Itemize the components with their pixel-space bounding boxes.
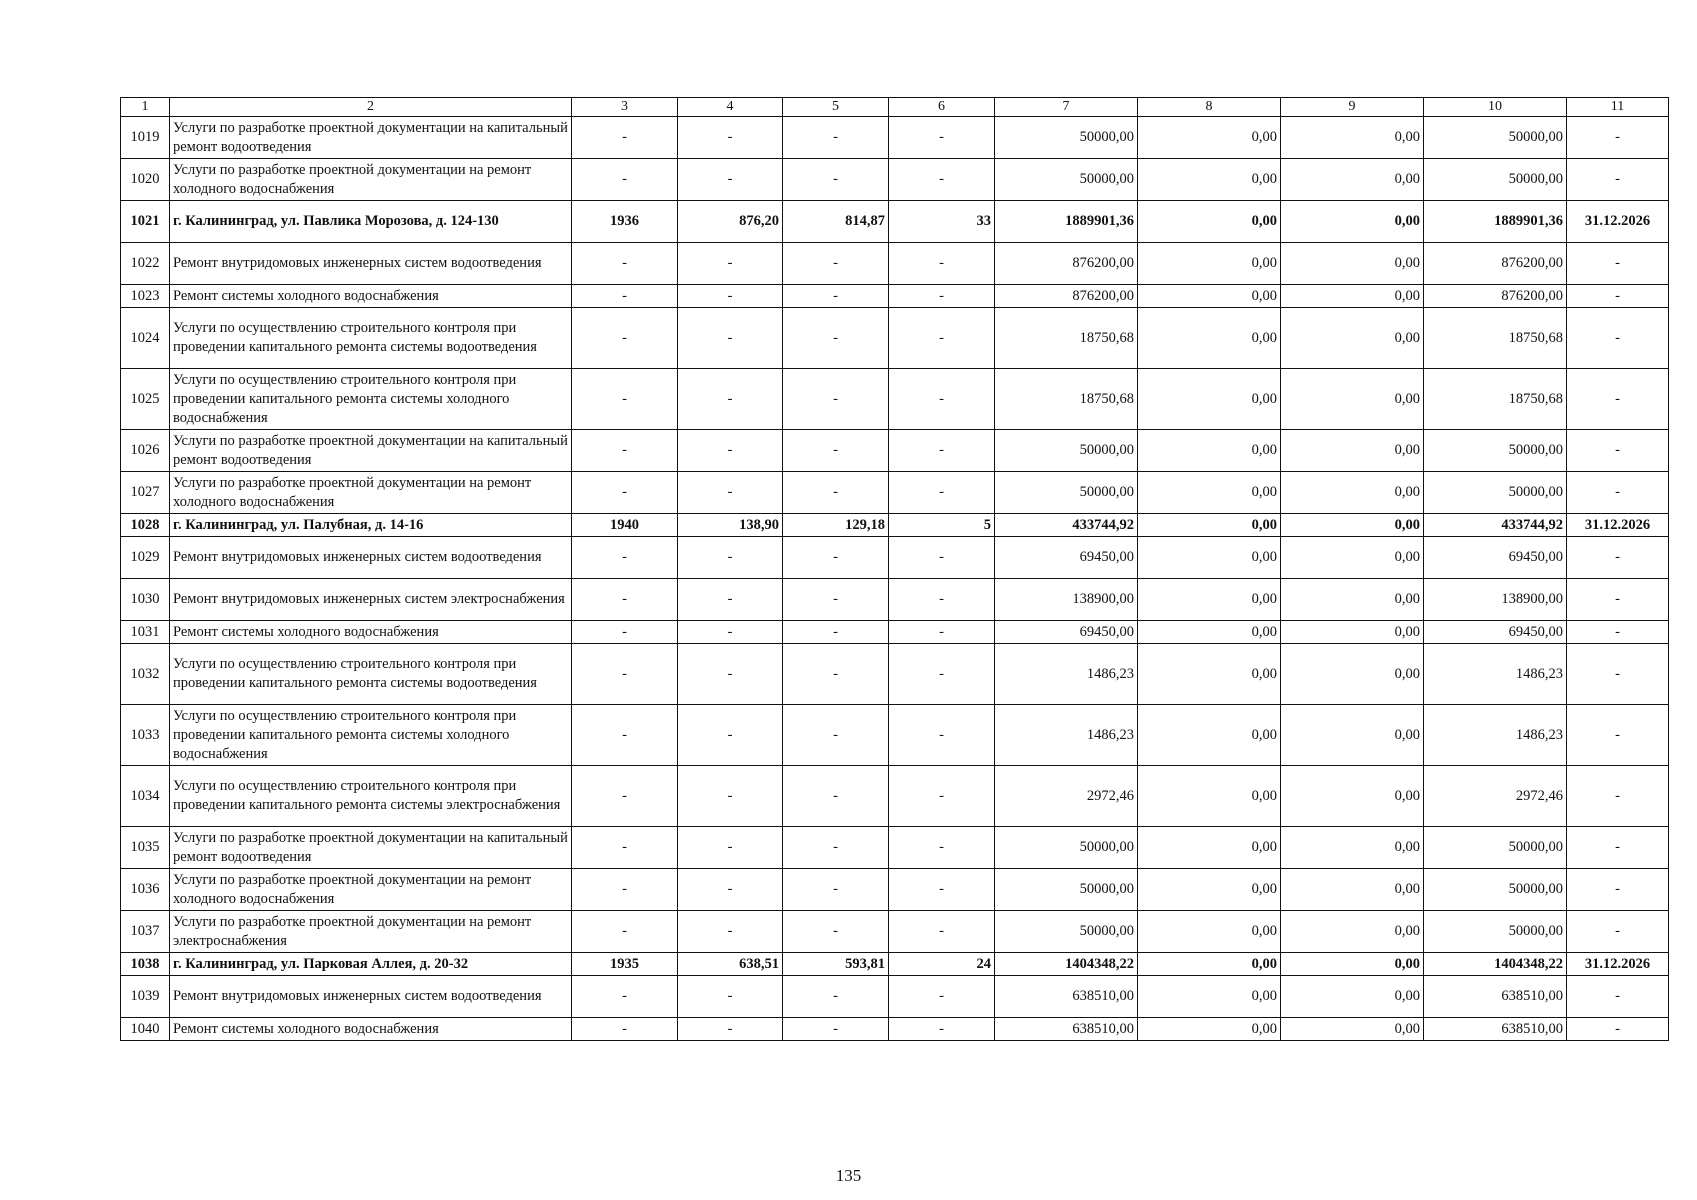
- col-5-value: -: [783, 537, 889, 579]
- table-body: [121, 98, 1669, 1041]
- page-number: 135: [835, 1166, 862, 1185]
- row-number: 1036: [121, 869, 170, 911]
- row-number: 1039: [121, 976, 170, 1018]
- year: -: [572, 1018, 678, 1041]
- col-7-amount: 876200,00: [995, 285, 1138, 308]
- year: -: [572, 705, 678, 766]
- col-4-value: -: [678, 976, 783, 1018]
- col-5-value: -: [783, 308, 889, 369]
- col-9-amount: 0,00: [1281, 1018, 1424, 1041]
- row-number: 1032: [121, 644, 170, 705]
- col-5-value: 593,81: [783, 953, 889, 976]
- work-description: Услуги по разработке проектной документации на ремонт электроснабжения: [170, 911, 572, 953]
- col-4-value: -: [678, 827, 783, 869]
- table-row: [121, 537, 1669, 579]
- col-4-value: -: [678, 308, 783, 369]
- col-6-value: -: [889, 869, 995, 911]
- col-5-value: -: [783, 159, 889, 201]
- col-10-amount: 638510,00: [1424, 1018, 1567, 1041]
- col-4-value: -: [678, 1018, 783, 1041]
- year: -: [572, 911, 678, 953]
- deadline: -: [1567, 621, 1669, 644]
- col-8-amount: 0,00: [1138, 911, 1281, 953]
- year: -: [572, 976, 678, 1018]
- col-7-amount: 638510,00: [995, 1018, 1138, 1041]
- col-10-amount: 1486,23: [1424, 705, 1567, 766]
- col-5-value: -: [783, 430, 889, 472]
- col-9-amount: 0,00: [1281, 514, 1424, 537]
- work-description: Ремонт внутридомовых инженерных систем водоотведения: [170, 976, 572, 1018]
- col-8-amount: 0,00: [1138, 1018, 1281, 1041]
- col-4-value: -: [678, 472, 783, 514]
- deadline: -: [1567, 472, 1669, 514]
- col-4-value: 138,90: [678, 514, 783, 537]
- row-number: 1028: [121, 514, 170, 537]
- col-4-value: -: [678, 579, 783, 621]
- col-9-amount: 0,00: [1281, 869, 1424, 911]
- table-row: [121, 644, 1669, 705]
- deadline: -: [1567, 159, 1669, 201]
- col-8-amount: 0,00: [1138, 201, 1281, 243]
- col-7-amount: 1486,23: [995, 644, 1138, 705]
- deadline: -: [1567, 705, 1669, 766]
- col-4-value: 876,20: [678, 201, 783, 243]
- col-8-amount: 0,00: [1138, 705, 1281, 766]
- col-6-value: -: [889, 159, 995, 201]
- row-number: 1030: [121, 579, 170, 621]
- col-10-amount: 50000,00: [1424, 472, 1567, 514]
- column-number: 5: [783, 98, 889, 117]
- deadline: -: [1567, 285, 1669, 308]
- col-6-value: -: [889, 308, 995, 369]
- work-description: Услуги по осуществлению строительного контроля при проведении капитального ремонта системы водоотведения: [170, 308, 572, 369]
- column-number: 1: [121, 98, 170, 117]
- col-7-amount: 50000,00: [995, 911, 1138, 953]
- col-8-amount: 0,00: [1138, 827, 1281, 869]
- row-number: 1023: [121, 285, 170, 308]
- col-7-amount: 138900,00: [995, 579, 1138, 621]
- row-number: 1020: [121, 159, 170, 201]
- table-row: [121, 911, 1669, 953]
- col-6-value: -: [889, 766, 995, 827]
- col-7-amount: 18750,68: [995, 369, 1138, 430]
- col-7-amount: 433744,92: [995, 514, 1138, 537]
- deadline: -: [1567, 243, 1669, 285]
- col-7-amount: 1486,23: [995, 705, 1138, 766]
- row-number: 1033: [121, 705, 170, 766]
- col-6-value: -: [889, 117, 995, 159]
- col-6-value: -: [889, 430, 995, 472]
- work-description: Услуги по осуществлению строительного контроля при проведении капитального ремонта системы холодного водоснабжения: [170, 369, 572, 430]
- table-row: [121, 1018, 1669, 1041]
- col-8-amount: 0,00: [1138, 537, 1281, 579]
- deadline: -: [1567, 1018, 1669, 1041]
- col-6-value: -: [889, 827, 995, 869]
- col-7-amount: 638510,00: [995, 976, 1138, 1018]
- year: -: [572, 159, 678, 201]
- budget-table: [120, 97, 1669, 1041]
- table-row: [121, 159, 1669, 201]
- col-8-amount: 0,00: [1138, 869, 1281, 911]
- deadline: -: [1567, 430, 1669, 472]
- col-10-amount: 876200,00: [1424, 285, 1567, 308]
- year: 1940: [572, 514, 678, 537]
- col-10-amount: 638510,00: [1424, 976, 1567, 1018]
- table-row: [121, 766, 1669, 827]
- col-9-amount: 0,00: [1281, 117, 1424, 159]
- col-8-amount: 0,00: [1138, 285, 1281, 308]
- row-number: 1022: [121, 243, 170, 285]
- work-description: г. Калининград, ул. Палубная, д. 14-16: [170, 514, 572, 537]
- col-5-value: -: [783, 766, 889, 827]
- col-8-amount: 0,00: [1138, 514, 1281, 537]
- work-description: Ремонт внутридомовых инженерных систем электроснабжения: [170, 579, 572, 621]
- col-9-amount: 0,00: [1281, 159, 1424, 201]
- table-row: [121, 243, 1669, 285]
- work-description: Ремонт внутридомовых инженерных систем водоотведения: [170, 537, 572, 579]
- col-5-value: -: [783, 117, 889, 159]
- col-9-amount: 0,00: [1281, 201, 1424, 243]
- work-description: Услуги по осуществлению строительного контроля при проведении капитального ремонта системы холодного водоснабжения: [170, 705, 572, 766]
- col-4-value: -: [678, 159, 783, 201]
- col-5-value: -: [783, 911, 889, 953]
- col-7-amount: 69450,00: [995, 537, 1138, 579]
- table-row: [121, 369, 1669, 430]
- col-5-value: -: [783, 976, 889, 1018]
- row-number: 1040: [121, 1018, 170, 1041]
- col-9-amount: 0,00: [1281, 430, 1424, 472]
- col-9-amount: 0,00: [1281, 243, 1424, 285]
- col-5-value: -: [783, 285, 889, 308]
- col-9-amount: 0,00: [1281, 472, 1424, 514]
- year: -: [572, 430, 678, 472]
- col-10-amount: 876200,00: [1424, 243, 1567, 285]
- col-6-value: -: [889, 472, 995, 514]
- col-6-value: -: [889, 911, 995, 953]
- col-7-amount: 50000,00: [995, 827, 1138, 869]
- col-6-value: -: [889, 243, 995, 285]
- col-5-value: -: [783, 369, 889, 430]
- row-number: 1025: [121, 369, 170, 430]
- row-number: 1019: [121, 117, 170, 159]
- table-row: [121, 579, 1669, 621]
- col-7-amount: 876200,00: [995, 243, 1138, 285]
- year: -: [572, 579, 678, 621]
- year: -: [572, 243, 678, 285]
- col-9-amount: 0,00: [1281, 705, 1424, 766]
- column-number: 9: [1281, 98, 1424, 117]
- deadline: -: [1567, 976, 1669, 1018]
- col-9-amount: 0,00: [1281, 579, 1424, 621]
- work-description: Услуги по осуществлению строительного контроля при проведении капитального ремонта системы водоотведения: [170, 644, 572, 705]
- col-10-amount: 50000,00: [1424, 159, 1567, 201]
- year: -: [572, 537, 678, 579]
- col-9-amount: 0,00: [1281, 911, 1424, 953]
- col-5-value: -: [783, 243, 889, 285]
- col-7-amount: 69450,00: [995, 621, 1138, 644]
- col-5-value: -: [783, 621, 889, 644]
- work-description: Услуги по разработке проектной документации на ремонт холодного водоснабжения: [170, 869, 572, 911]
- col-6-value: 5: [889, 514, 995, 537]
- year: -: [572, 472, 678, 514]
- col-4-value: -: [678, 911, 783, 953]
- col-10-amount: 69450,00: [1424, 537, 1567, 579]
- col-9-amount: 0,00: [1281, 285, 1424, 308]
- col-5-value: -: [783, 869, 889, 911]
- col-7-amount: 50000,00: [995, 430, 1138, 472]
- year: -: [572, 308, 678, 369]
- col-6-value: -: [889, 976, 995, 1018]
- deadline: 31.12.2026: [1567, 953, 1669, 976]
- deadline: -: [1567, 579, 1669, 621]
- deadline: 31.12.2026: [1567, 201, 1669, 243]
- col-8-amount: 0,00: [1138, 953, 1281, 976]
- col-5-value: -: [783, 827, 889, 869]
- col-4-value: -: [678, 644, 783, 705]
- col-8-amount: 0,00: [1138, 621, 1281, 644]
- col-4-value: -: [678, 869, 783, 911]
- col-6-value: -: [889, 369, 995, 430]
- col-9-amount: 0,00: [1281, 827, 1424, 869]
- col-6-value: -: [889, 285, 995, 308]
- col-7-amount: 50000,00: [995, 472, 1138, 514]
- col-8-amount: 0,00: [1138, 430, 1281, 472]
- column-number: 11: [1567, 98, 1669, 117]
- col-4-value: 638,51: [678, 953, 783, 976]
- year: -: [572, 369, 678, 430]
- col-4-value: -: [678, 369, 783, 430]
- col-10-amount: 1889901,36: [1424, 201, 1567, 243]
- year: 1935: [572, 953, 678, 976]
- work-description: Ремонт внутридомовых инженерных систем водоотведения: [170, 243, 572, 285]
- column-number-row: [121, 98, 1669, 117]
- table-row: [121, 705, 1669, 766]
- col-10-amount: 50000,00: [1424, 869, 1567, 911]
- col-9-amount: 0,00: [1281, 644, 1424, 705]
- row-number: 1034: [121, 766, 170, 827]
- work-description: Услуги по разработке проектной документации на ремонт холодного водоснабжения: [170, 472, 572, 514]
- work-description: г. Калининград, ул. Парковая Аллея, д. 20-32: [170, 953, 572, 976]
- row-number: 1027: [121, 472, 170, 514]
- col-9-amount: 0,00: [1281, 621, 1424, 644]
- address-row: [121, 201, 1669, 243]
- row-number: 1038: [121, 953, 170, 976]
- col-8-amount: 0,00: [1138, 243, 1281, 285]
- col-8-amount: 0,00: [1138, 369, 1281, 430]
- col-6-value: -: [889, 705, 995, 766]
- table-row: [121, 430, 1669, 472]
- col-6-value: -: [889, 537, 995, 579]
- col-6-value: -: [889, 1018, 995, 1041]
- col-9-amount: 0,00: [1281, 308, 1424, 369]
- table-row: [121, 117, 1669, 159]
- col-8-amount: 0,00: [1138, 308, 1281, 369]
- col-6-value: 24: [889, 953, 995, 976]
- year: -: [572, 117, 678, 159]
- col-6-value: -: [889, 621, 995, 644]
- deadline: -: [1567, 766, 1669, 827]
- year: -: [572, 827, 678, 869]
- deadline: -: [1567, 537, 1669, 579]
- col-9-amount: 0,00: [1281, 976, 1424, 1018]
- row-number: 1035: [121, 827, 170, 869]
- work-description: Ремонт системы холодного водоснабжения: [170, 1018, 572, 1041]
- col-10-amount: 1486,23: [1424, 644, 1567, 705]
- col-7-amount: 1889901,36: [995, 201, 1138, 243]
- col-9-amount: 0,00: [1281, 766, 1424, 827]
- column-number: 4: [678, 98, 783, 117]
- table-row: [121, 285, 1669, 308]
- col-10-amount: 1404348,22: [1424, 953, 1567, 976]
- column-number: 2: [170, 98, 572, 117]
- work-description: Услуги по разработке проектной документации на капитальный ремонт водоотведения: [170, 827, 572, 869]
- col-8-amount: 0,00: [1138, 472, 1281, 514]
- col-8-amount: 0,00: [1138, 766, 1281, 827]
- col-5-value: 814,87: [783, 201, 889, 243]
- column-number: 8: [1138, 98, 1281, 117]
- year: -: [572, 285, 678, 308]
- column-number: 3: [572, 98, 678, 117]
- col-10-amount: 433744,92: [1424, 514, 1567, 537]
- work-description: Услуги по осуществлению строительного контроля при проведении капитального ремонта системы электроснабжения: [170, 766, 572, 827]
- work-description: Ремонт системы холодного водоснабжения: [170, 285, 572, 308]
- col-10-amount: 138900,00: [1424, 579, 1567, 621]
- work-description: г. Калининград, ул. Павлика Морозова, д. 124-130: [170, 201, 572, 243]
- col-10-amount: 18750,68: [1424, 369, 1567, 430]
- row-number: 1026: [121, 430, 170, 472]
- col-4-value: -: [678, 243, 783, 285]
- table-row: [121, 827, 1669, 869]
- work-description: Услуги по разработке проектной документации на капитальный ремонт водоотведения: [170, 430, 572, 472]
- table-row: [121, 869, 1669, 911]
- year: -: [572, 869, 678, 911]
- deadline: -: [1567, 644, 1669, 705]
- col-8-amount: 0,00: [1138, 644, 1281, 705]
- col-7-amount: 50000,00: [995, 869, 1138, 911]
- col-4-value: -: [678, 537, 783, 579]
- table-row: [121, 976, 1669, 1018]
- row-number: 1029: [121, 537, 170, 579]
- deadline: 31.12.2026: [1567, 514, 1669, 537]
- column-number: 6: [889, 98, 995, 117]
- work-description: Услуги по разработке проектной документации на ремонт холодного водоснабжения: [170, 159, 572, 201]
- col-7-amount: 50000,00: [995, 117, 1138, 159]
- col-7-amount: 50000,00: [995, 159, 1138, 201]
- col-5-value: -: [783, 579, 889, 621]
- col-4-value: -: [678, 285, 783, 308]
- col-4-value: -: [678, 766, 783, 827]
- col-10-amount: 50000,00: [1424, 911, 1567, 953]
- col-10-amount: 2972,46: [1424, 766, 1567, 827]
- address-row: [121, 953, 1669, 976]
- col-5-value: -: [783, 1018, 889, 1041]
- column-number: 10: [1424, 98, 1567, 117]
- col-10-amount: 50000,00: [1424, 430, 1567, 472]
- col-7-amount: 1404348,22: [995, 953, 1138, 976]
- col-5-value: -: [783, 705, 889, 766]
- col-8-amount: 0,00: [1138, 579, 1281, 621]
- col-10-amount: 50000,00: [1424, 117, 1567, 159]
- col-9-amount: 0,00: [1281, 369, 1424, 430]
- column-number: 7: [995, 98, 1138, 117]
- deadline: -: [1567, 369, 1669, 430]
- col-9-amount: 0,00: [1281, 537, 1424, 579]
- col-8-amount: 0,00: [1138, 976, 1281, 1018]
- table-row: [121, 308, 1669, 369]
- col-10-amount: 18750,68: [1424, 308, 1567, 369]
- deadline: -: [1567, 869, 1669, 911]
- deadline: -: [1567, 308, 1669, 369]
- year: -: [572, 621, 678, 644]
- row-number: 1031: [121, 621, 170, 644]
- table-row: [121, 472, 1669, 514]
- year: 1936: [572, 201, 678, 243]
- col-4-value: -: [678, 705, 783, 766]
- table-row: [121, 621, 1669, 644]
- col-8-amount: 0,00: [1138, 159, 1281, 201]
- work-description: Услуги по разработке проектной документации на капитальный ремонт водоотведения: [170, 117, 572, 159]
- col-4-value: -: [678, 430, 783, 472]
- work-description: Ремонт системы холодного водоснабжения: [170, 621, 572, 644]
- col-6-value: -: [889, 579, 995, 621]
- col-4-value: -: [678, 117, 783, 159]
- col-5-value: -: [783, 472, 889, 514]
- address-row: [121, 514, 1669, 537]
- col-7-amount: 2972,46: [995, 766, 1138, 827]
- col-7-amount: 18750,68: [995, 308, 1138, 369]
- row-number: 1037: [121, 911, 170, 953]
- col-6-value: -: [889, 644, 995, 705]
- deadline: -: [1567, 911, 1669, 953]
- col-5-value: 129,18: [783, 514, 889, 537]
- col-10-amount: 50000,00: [1424, 827, 1567, 869]
- year: -: [572, 644, 678, 705]
- year: -: [572, 766, 678, 827]
- deadline: -: [1567, 117, 1669, 159]
- col-9-amount: 0,00: [1281, 953, 1424, 976]
- row-number: 1021: [121, 201, 170, 243]
- col-10-amount: 69450,00: [1424, 621, 1567, 644]
- col-5-value: -: [783, 644, 889, 705]
- deadline: -: [1567, 827, 1669, 869]
- col-4-value: -: [678, 621, 783, 644]
- col-6-value: 33: [889, 201, 995, 243]
- row-number: 1024: [121, 308, 170, 369]
- col-8-amount: 0,00: [1138, 117, 1281, 159]
